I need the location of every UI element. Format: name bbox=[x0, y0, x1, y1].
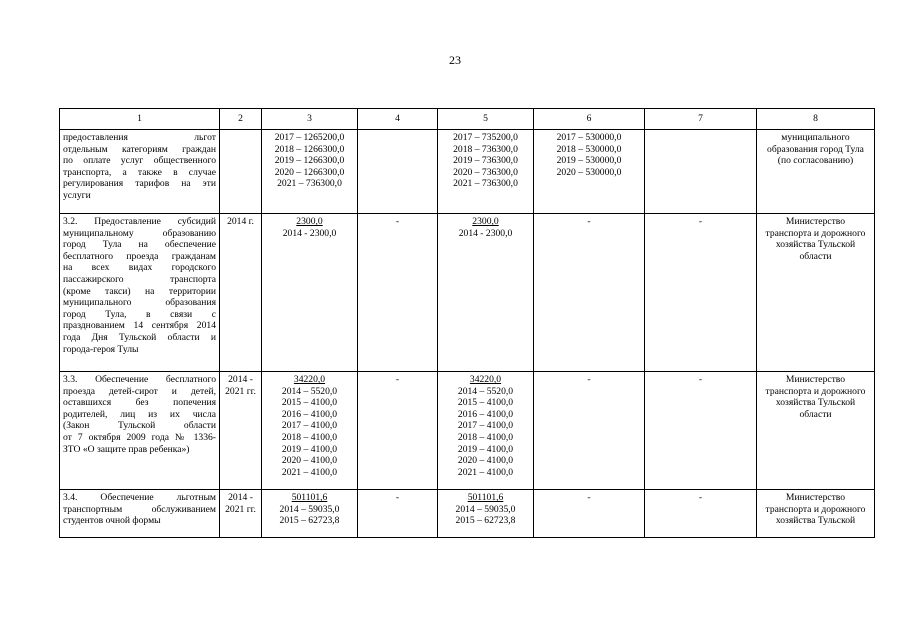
description-line: 3.4. Обеспечение льготным bbox=[63, 492, 216, 503]
regional-funding-cell bbox=[438, 372, 534, 490]
regional-funding-year: 2014 - 2300,0 bbox=[458, 227, 513, 239]
description-line: оставшихся без попечения bbox=[63, 397, 216, 409]
regional-funding-year: 2015 – 62723,8 bbox=[455, 515, 516, 527]
municipal-funding-year: 2018 – 530000,0 bbox=[556, 143, 622, 155]
responsible-cell bbox=[757, 214, 875, 372]
regional-funding-year: 2018 – 4100,0 bbox=[457, 431, 514, 443]
regional-funding-year: 2016 – 4100,0 bbox=[457, 408, 514, 420]
extrabudget-funding-value: - bbox=[698, 374, 703, 385]
regional-funding-year: 2014 – 59035,0 bbox=[455, 503, 516, 515]
regional-funding-year: 2018 – 736300,0 bbox=[453, 143, 518, 155]
extrabudget-funding-cell bbox=[645, 490, 757, 538]
responsible-cell bbox=[757, 372, 875, 490]
municipal-funding-year: - bbox=[587, 374, 591, 385]
description-line: от 7 октября 2009 года № 1336- bbox=[63, 431, 216, 443]
program-table bbox=[59, 108, 875, 538]
period-line: 2014 - bbox=[228, 492, 253, 503]
description-line: регулирования тарифов на эти bbox=[63, 178, 216, 190]
header-cell-5: 5 bbox=[438, 109, 534, 130]
total-funding-year: 2017 – 1265200,0 bbox=[274, 132, 345, 143]
regional-funding-year: 2015 – 4100,0 bbox=[457, 397, 514, 409]
period-line: 2021 гг. bbox=[225, 385, 256, 397]
federal-funding-value: - bbox=[395, 492, 400, 503]
regional-funding-year: 2021 – 4100,0 bbox=[457, 466, 514, 478]
total-funding-year: 2020 – 4100,0 bbox=[281, 455, 338, 467]
federal-funding-value: - bbox=[395, 216, 400, 227]
responsible-line: транспорта и дорожного bbox=[765, 385, 866, 397]
regional-funding-sum: 501101,6 bbox=[467, 492, 504, 503]
description-line: бесплатного проезда гражданам bbox=[63, 250, 216, 262]
total-funding-year: 2018 – 1266300,0 bbox=[274, 143, 345, 155]
regional-funding-cell bbox=[438, 130, 534, 214]
total-funding-year: 2019 – 1266300,0 bbox=[274, 155, 345, 167]
responsible-line: транспорта и дорожного bbox=[765, 503, 866, 515]
total-funding-cell bbox=[262, 130, 358, 214]
total-funding-year: 2020 – 1266300,0 bbox=[274, 166, 345, 178]
description-line: предоставления льгот bbox=[63, 132, 216, 143]
responsible-line: муниципального bbox=[781, 132, 850, 143]
description-cell bbox=[60, 214, 220, 372]
description-line: (Закон Тульской области bbox=[63, 420, 216, 432]
extrabudget-funding-cell bbox=[645, 372, 757, 490]
description-line: по оплате услуг общественного bbox=[63, 155, 216, 167]
regional-funding-year: 2017 – 4100,0 bbox=[457, 420, 514, 432]
table-row bbox=[60, 214, 875, 372]
regional-funding-sum: 2300,0 bbox=[472, 216, 499, 227]
description-line: транспорта, а также в случае bbox=[63, 166, 216, 178]
responsible-line: хозяйства Тульской bbox=[775, 515, 856, 527]
responsible-line: хозяйства Тульской bbox=[775, 239, 856, 251]
responsible-line: Министерство bbox=[785, 216, 846, 227]
description-line: пассажирского транспорта bbox=[63, 273, 216, 285]
total-funding-sum: 2300,0 bbox=[296, 216, 323, 227]
description-line: на всех видах городского bbox=[63, 262, 216, 274]
header-cell-3: 3 bbox=[262, 109, 358, 130]
municipal-funding-cell bbox=[534, 490, 645, 538]
regional-funding-year: 2017 – 735200,0 bbox=[453, 132, 518, 143]
responsible-line: транспорта и дорожного bbox=[765, 227, 866, 239]
responsible-cell bbox=[757, 490, 875, 538]
extrabudget-funding-value: - bbox=[698, 492, 703, 503]
total-funding-year: 2014 – 5520,0 bbox=[281, 385, 338, 397]
description-line: родителей, лиц из их числа bbox=[63, 408, 216, 420]
responsible-line: образования город Тула bbox=[767, 143, 864, 155]
period-cell bbox=[220, 214, 262, 372]
header-cell-7: 7 bbox=[645, 109, 757, 130]
federal-funding-cell bbox=[358, 490, 438, 538]
responsible-line: хозяйства Тульской bbox=[775, 397, 856, 409]
description-line: празднованием 14 сентября 2014 bbox=[63, 320, 216, 332]
header-cell-4: 4 bbox=[358, 109, 438, 130]
municipal-funding-cell bbox=[534, 372, 645, 490]
description-cell bbox=[60, 490, 220, 538]
header-cell-6: 6 bbox=[534, 109, 645, 130]
regional-funding-cell bbox=[438, 214, 534, 372]
regional-funding-year: 2020 – 736300,0 bbox=[453, 166, 518, 178]
regional-funding-year: 2019 – 736300,0 bbox=[453, 155, 518, 167]
description-line: услуги bbox=[63, 189, 91, 201]
total-funding-cell bbox=[262, 372, 358, 490]
regional-funding-year: 2014 – 5520,0 bbox=[457, 385, 514, 397]
period-line: 2014 г. bbox=[227, 216, 254, 227]
total-funding-year: 2016 – 4100,0 bbox=[281, 408, 338, 420]
responsible-line: (по согласованию) bbox=[777, 155, 854, 167]
total-funding-year: 2021 – 4100,0 bbox=[281, 466, 338, 478]
table-row bbox=[60, 490, 875, 538]
total-funding-year: 2015 – 4100,0 bbox=[281, 397, 338, 409]
total-funding-year: 2018 – 4100,0 bbox=[281, 431, 338, 443]
regional-funding-year: 2020 – 4100,0 bbox=[457, 455, 514, 467]
period-cell bbox=[220, 372, 262, 490]
total-funding-year: 2015 – 62723,8 bbox=[279, 515, 340, 527]
period-line: 2014 - bbox=[228, 374, 253, 385]
regional-funding-sum: 34220,0 bbox=[469, 374, 502, 385]
total-funding-sum: 501101,6 bbox=[291, 492, 328, 503]
federal-funding-value: - bbox=[395, 374, 400, 385]
municipal-funding-year: 2020 – 530000,0 bbox=[556, 166, 622, 178]
description-line: ЗТО «О защите прав ребенка») bbox=[63, 443, 190, 455]
header-cell-8: 8 bbox=[757, 109, 875, 130]
responsible-line: Министерство bbox=[785, 492, 846, 503]
municipal-funding-year: 2019 – 530000,0 bbox=[556, 155, 622, 167]
municipal-funding-year: 2017 – 530000,0 bbox=[556, 132, 622, 143]
description-line: 3.2. Предоставление субсидий bbox=[63, 216, 216, 227]
responsible-cell bbox=[757, 130, 875, 214]
header-row bbox=[60, 109, 875, 130]
total-funding-year: 2014 - 2300,0 bbox=[282, 227, 337, 239]
total-funding-year: 2019 – 4100,0 bbox=[281, 443, 338, 455]
regional-funding-year: 2019 – 4100,0 bbox=[457, 443, 514, 455]
total-funding-year: 2014 – 59035,0 bbox=[279, 503, 340, 515]
extrabudget-funding-value: - bbox=[698, 216, 703, 227]
regional-funding-cell bbox=[438, 490, 534, 538]
description-line: муниципальному образованию bbox=[63, 227, 216, 239]
total-funding-year: 2017 – 4100,0 bbox=[281, 420, 338, 432]
extrabudget-funding-cell bbox=[645, 130, 757, 214]
municipal-funding-cell bbox=[534, 130, 645, 214]
description-line: 3.3. Обеспечение бесплатного bbox=[63, 374, 216, 385]
federal-funding-cell bbox=[358, 130, 438, 214]
description-line: года Дня Тульской области и bbox=[63, 331, 216, 343]
description-line: проезда детей-сирот и детей, bbox=[63, 385, 216, 397]
description-line: муниципального образования bbox=[63, 297, 216, 309]
description-line: студентов очной формы bbox=[63, 515, 161, 527]
responsible-line: области bbox=[799, 250, 832, 262]
description-line: транспортным обслуживанием bbox=[63, 503, 216, 515]
table-row bbox=[60, 372, 875, 490]
federal-funding-cell bbox=[358, 214, 438, 372]
page-number: 23 bbox=[449, 53, 461, 67]
total-funding-cell bbox=[262, 214, 358, 372]
municipal-funding-cell bbox=[534, 214, 645, 372]
responsible-line: Министерство bbox=[785, 374, 846, 385]
description-cell bbox=[60, 372, 220, 490]
municipal-funding-year: - bbox=[587, 216, 591, 227]
period-cell bbox=[220, 490, 262, 538]
header-cell-2: 2 bbox=[220, 109, 262, 130]
regional-funding-year: 2021 – 736300,0 bbox=[453, 178, 518, 190]
description-line: отдельным категориям граждан bbox=[63, 143, 216, 155]
municipal-funding-year: - bbox=[587, 492, 591, 503]
description-line: города-героя Тулы bbox=[63, 343, 139, 355]
header-cell-1: 1 bbox=[60, 109, 220, 130]
description-line: город Тула, в связи с bbox=[63, 308, 216, 320]
total-funding-year: 2021 – 736300,0 bbox=[277, 178, 342, 190]
description-cell bbox=[60, 130, 220, 214]
table-row bbox=[60, 130, 875, 214]
period-cell bbox=[220, 130, 262, 214]
description-line: город Тула на обеспечение bbox=[63, 239, 216, 251]
total-funding-cell bbox=[262, 490, 358, 538]
description-line: (кроме такси) на территории bbox=[63, 285, 216, 297]
responsible-line: области bbox=[799, 408, 832, 420]
period-line: 2021 гг. bbox=[225, 503, 256, 515]
federal-funding-cell bbox=[358, 372, 438, 490]
extrabudget-funding-cell bbox=[645, 214, 757, 372]
total-funding-sum: 34220,0 bbox=[293, 374, 326, 385]
